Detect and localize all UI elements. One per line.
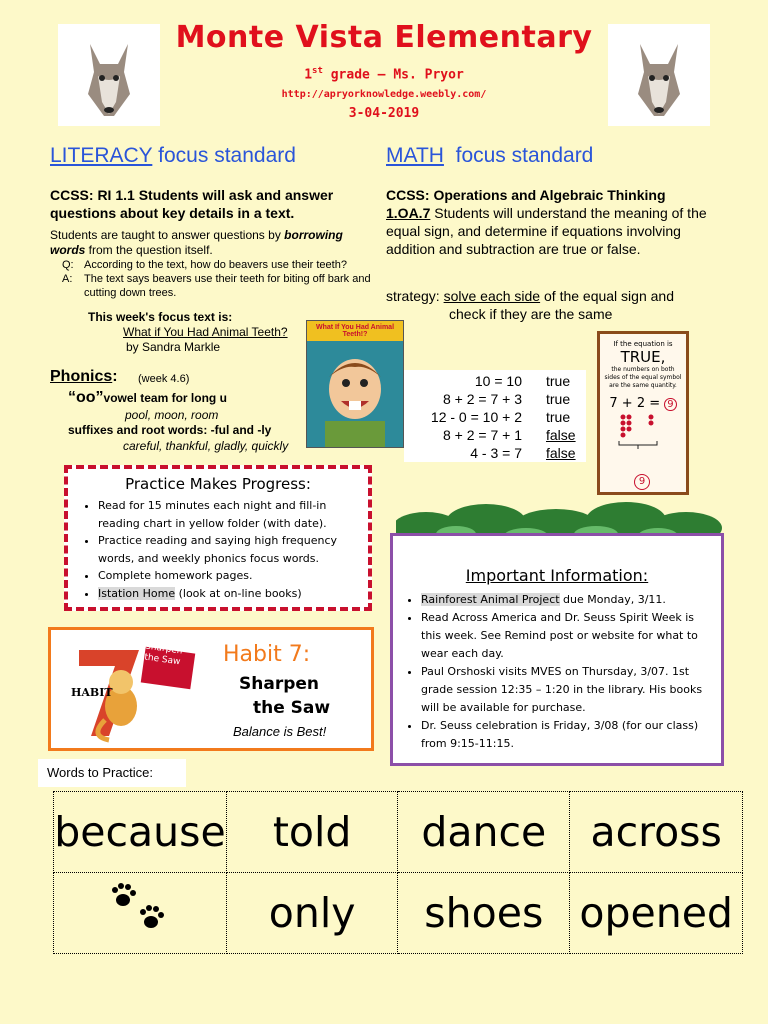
- phonics-suffix-examples: careful, thankful, gladly, quickly: [123, 439, 289, 453]
- equation-4-result: false: [546, 427, 576, 443]
- habit-tagline: Balance is Best!: [233, 724, 327, 739]
- table-row: [54, 873, 743, 954]
- habit-line2: the Saw: [253, 698, 331, 718]
- grade-teacher: 1st grade – Ms. Pryor: [304, 66, 464, 83]
- equation-3: 12 - 0 = 10 + 2: [430, 409, 522, 425]
- math-ccss: CCSS: Operations and Algebraic Thinking 1.OA.7 Students will understand the meaning of the equal sign, and determine if equations involving addition and subtraction are true or false.: [386, 187, 707, 257]
- paw-prints-icon: [105, 878, 175, 938]
- word-cell: dance: [398, 792, 570, 873]
- equation-list: [404, 370, 586, 462]
- equation-4: 8 + 2 = 7 + 1: [442, 427, 522, 443]
- poster-equation: 7 + 2 = 9: [600, 396, 686, 411]
- istation-link[interactable]: Istation Home: [98, 586, 176, 600]
- equation-1: 10 = 10: [474, 373, 522, 389]
- book-cover-title: What If You Had Animal Teeth!?: [307, 321, 403, 341]
- newsletter-date: 3-04-2019: [348, 106, 420, 121]
- question-text: According to the text, how do beavers use their teeth?: [84, 259, 347, 271]
- literacy-heading: LITERACY focus standard: [50, 144, 296, 167]
- math-heading: MATH focus standard: [386, 144, 594, 167]
- word-cell: told: [226, 792, 397, 873]
- math-strategy: strategy: solve each side of the equal sign and: [386, 288, 674, 304]
- poster-true: TRUE,: [620, 348, 666, 366]
- words-table: [53, 791, 743, 954]
- website-link[interactable]: http://apryorknowledge.weebly.com/: [281, 89, 487, 100]
- info-list: [393, 591, 721, 753]
- answer-text: The text says beavers use their teeth for biting off bark and cutting down trees.: [84, 273, 371, 299]
- words-label: Words to Practice:: [38, 759, 186, 787]
- list-item: • Read for 15 minutes each night and fill-in reading chart in yellow folder (with date).: [98, 497, 368, 532]
- table-row: [54, 792, 743, 873]
- math-strategy-line2: check if they are the same: [449, 306, 613, 322]
- list-item: • Complete homework pages.: [98, 567, 368, 585]
- practice-title: Practice Makes Progress:: [125, 475, 311, 493]
- habit-sign: Sharpen the Saw: [143, 641, 184, 668]
- habit-badge: HABIT: [71, 686, 113, 699]
- list-item: • Read Across America and Dr. Seuss Spirit Week is this week. See Remind post or website for what to wear each day.: [421, 609, 711, 663]
- phonics-heading: Phonics:: [50, 368, 118, 385]
- word-cell: because: [54, 792, 227, 873]
- answer-label: A:: [62, 273, 73, 285]
- list-item: • Paul Orshoski visits MVES on Thursday, 3/07. 1st grade session 12:35 – 1:20 in the library. His books will be available for purchase.: [421, 663, 711, 717]
- phonics-suffixes: suffixes and root words: -ful and -ly: [68, 423, 272, 437]
- question-label: Q:: [62, 259, 74, 271]
- info-title: Important Information:: [465, 566, 649, 585]
- equation-2-result: true: [546, 391, 571, 407]
- literacy-ccss: CCSS: RI 1.1 Students will ask and answer questions about key details in a text.: [50, 187, 334, 221]
- word-cell: only: [226, 873, 397, 954]
- equation-3-result: true: [546, 409, 571, 425]
- word-cell: shoes: [398, 873, 570, 954]
- word-cell: opened: [570, 873, 743, 954]
- habit-line1: Sharpen: [239, 674, 320, 694]
- phonics-oo-examples: pool, moon, room: [125, 408, 219, 422]
- poster-line2: the numbers on both sides of the equal symbol are the same quantity.: [604, 366, 682, 389]
- counting-dots-icon: [603, 411, 683, 455]
- list-item: • Rainforest Animal Project due Monday, 3/11.: [421, 591, 711, 609]
- equal-sign-poster: [597, 331, 689, 495]
- phonics-week: (week 4.6): [138, 373, 190, 385]
- equation-5: 4 - 3 = 7: [470, 445, 522, 461]
- practice-list: [68, 497, 368, 602]
- list-item: • Istation Home (look at on-line books): [98, 585, 368, 603]
- school-title: Monte Vista Elementary: [175, 20, 593, 55]
- list-item: • Dr. Seuss celebration is Friday, 3/08 (for our class) from 9:15-11:15.: [421, 717, 711, 753]
- paw-prints-cell: [54, 873, 227, 954]
- literacy-description: Students are taught to answer questions by borrowing words from the question itself.: [50, 228, 343, 257]
- poster-answer: 9: [634, 474, 650, 490]
- poster-line1: If the equation is: [613, 340, 673, 348]
- list-item: • Practice reading and saying high frequency words, and weekly phonics focus words.: [98, 532, 368, 567]
- book-cover-image: [306, 320, 404, 448]
- beaver-face-icon: [307, 341, 403, 448]
- practice-box: [64, 465, 372, 611]
- phonics-oo: “oo”vowel team for long u: [68, 389, 227, 406]
- focus-book-title: What if You Had Animal Teeth?: [123, 325, 288, 339]
- focus-book-author: by Sandra Markle: [126, 340, 221, 354]
- focus-text-label: This week's focus text is:: [88, 310, 233, 324]
- info-box: [390, 533, 724, 766]
- rainforest-project: Rainforest Animal Project: [421, 593, 560, 606]
- habit-box: [48, 627, 374, 751]
- equation-2: 8 + 2 = 7 + 3: [442, 391, 522, 407]
- equation-1-result: true: [546, 373, 571, 389]
- word-cell: across: [570, 792, 743, 873]
- habit-title: Habit 7:: [223, 642, 311, 667]
- equation-5-result: false: [546, 445, 576, 461]
